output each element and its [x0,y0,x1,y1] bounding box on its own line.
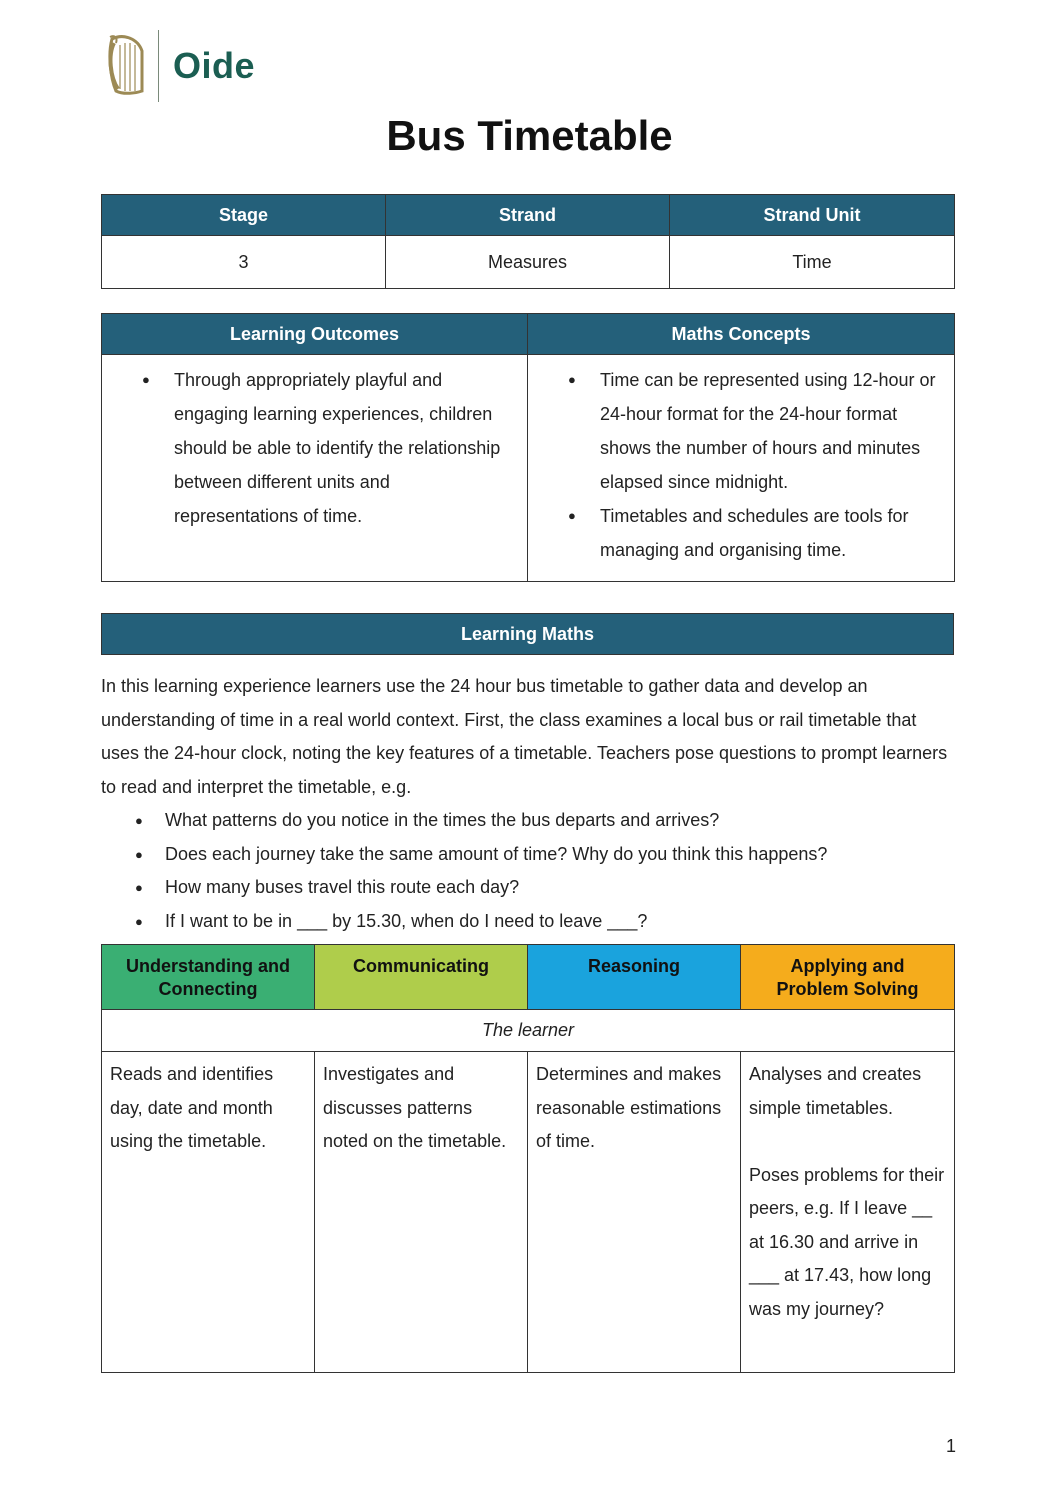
description-text: Determines and makes reasonable estimations of time. [536,1064,722,1151]
reasoning-cell [528,1052,741,1373]
strand-unit-value: Time [670,236,955,289]
header-line: Communicating [352,956,489,976]
header-line: Connecting [158,979,258,999]
communicating-header [315,945,528,1010]
list-item: ● Through appropriately playful and engaging learning experiences, children should be able to identify the relationship between different units and representations of time. [112,363,517,533]
description-text: Analyses and creates simple timetables. [749,1064,922,1118]
applying-problem-solving-cell [741,1052,955,1373]
strand-unit-header: Strand Unit [670,195,955,236]
communicating-cell [315,1052,528,1373]
oide-logo [104,30,255,102]
understanding-connecting-cell [102,1052,315,1373]
header-line: Reasoning [587,956,680,976]
header-line: Applying and [790,956,905,976]
page-title: Bus Timetable [386,112,673,159]
logo-divider [158,30,159,102]
list-item: ● Time can be represented using 12-hour or 24-hour format for the 24-hour format shows the number of hours and minutes elapsed since midnight. [538,363,944,499]
page-number: 1 [946,1436,957,1456]
description-text: Reads and identifies day, date and month using the timetable. [110,1064,274,1151]
learning-maths-intro: In this learning experience learners use the 24 hour bus timetable to gather data and develop an understanding of time in a real world context. First, the class examines a local bus or rail timetable that uses the 24-hour clock, noting the key features of a timetable. Teachers pose questions to prompt learners to read and interpret the timetable, e.g. [101,676,948,797]
learning-maths-header: Learning Maths [102,614,954,655]
learning-outcomes-header: Learning Outcomes [102,314,528,355]
description-text: Investigates and discusses patterns noted on the timetable. [323,1064,507,1151]
list-item: ● How many buses travel this route each day? [101,871,959,905]
stage-header: Stage [102,195,386,236]
learning-maths-table [101,613,954,655]
competencies-table [101,944,955,1373]
maths-concepts-header: Maths Concepts [528,314,955,355]
outcomes-table [101,313,955,582]
learning-outcomes-list [112,363,517,533]
applying-problem-solving-header [741,945,955,1010]
list-item: ● Does each journey take the same amount of time? Why do you think this happens? [101,838,959,872]
reasoning-header [528,945,741,1010]
learner-label: The learner [102,1010,955,1052]
overview-table [101,194,955,289]
list-item: ● If I want to be in ___ by 15.30, when do I need to leave ___? [101,905,959,939]
brand-name: Oide [173,45,256,86]
question-list [101,804,959,938]
list-item: ● What patterns do you notice in the times the bus departs and arrives? [101,804,959,838]
maths-concepts-list [538,363,944,567]
description-text: Poses problems for their peers, e.g. If I leave __ at 16.30 and arrive in ___ at 17.43, how long was my journey? [749,1164,945,1319]
learning-outcomes-cell [102,355,528,582]
list-item: ● Timetables and schedules are tools for managing and organising time. [538,499,944,567]
stage-value: 3 [102,236,386,289]
harp-icon [104,33,148,99]
header-line: Understanding and [125,956,290,976]
understanding-connecting-header [102,945,315,1010]
strand-value: Measures [386,236,670,289]
header-line: Problem Solving [776,979,919,999]
maths-concepts-cell [528,355,955,582]
strand-header: Strand [386,195,670,236]
